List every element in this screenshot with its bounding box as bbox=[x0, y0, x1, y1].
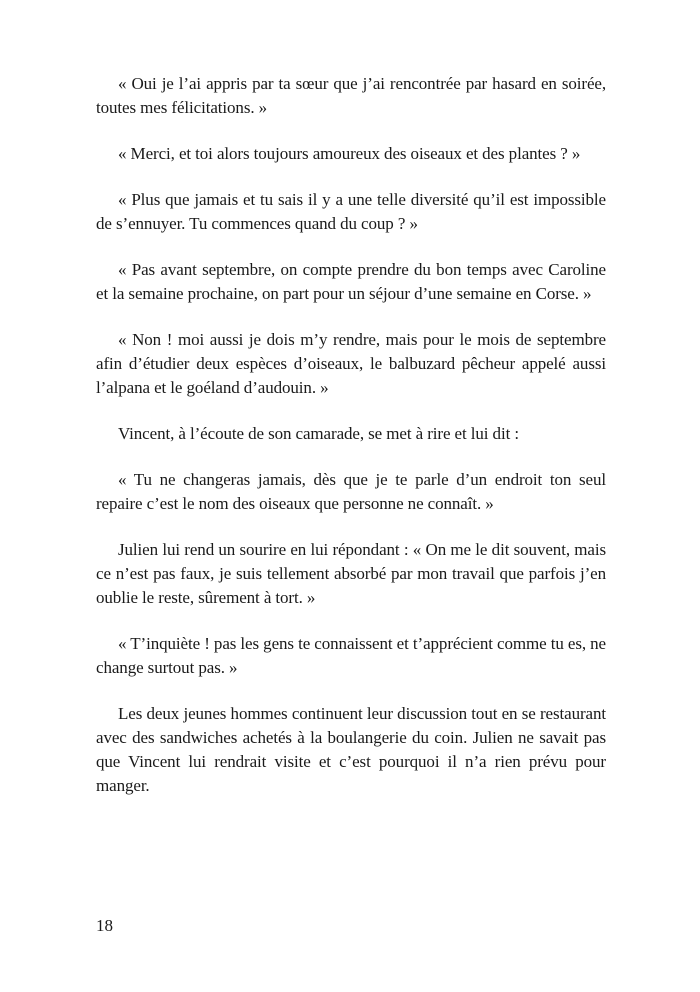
paragraph-5: « Non ! moi aussi je dois m’y rendre, mais pour le mois de septembre afin d’étudier deux espèces d’oiseaux, le balbuzard pêcheur appelé aussi l’alpana et le goéland d’audouin. » bbox=[96, 330, 606, 397]
paragraph-4: « Pas avant septembre, on compte prendre du bon temps avec Caroline et la semaine prochaine, on part pour un séjour d’une semaine en Corse. » bbox=[96, 260, 606, 303]
paragraph-9: « T’inquiète ! pas les gens te connaissent et t’apprécient comme tu es, ne change surtout pas. » bbox=[96, 634, 606, 677]
paragraph-3: « Plus que jamais et tu sais il y a une telle diversité qu’il est impossible de s’ennuyer. Tu commences quand du coup ? » bbox=[96, 190, 606, 233]
paragraph-2: « Merci, et toi alors toujours amoureux des oiseaux et des plantes ? » bbox=[118, 144, 581, 163]
paragraph-1: « Oui je l’ai appris par ta sœur que j’ai rencontrée par hasard en soirée, toutes mes félicitations. » bbox=[96, 74, 606, 117]
paragraph-8: Julien lui rend un sourire en lui répondant : « On me le dit souvent, mais ce n’est pas faux, je suis tellement absorbé par mon travail que parfois j’en oublie le reste, sûrement à tort. » bbox=[96, 540, 606, 607]
page-body bbox=[96, 72, 606, 820]
paragraph-7: « Tu ne changeras jamais, dès que je te parle d’un endroit ton seul repaire c’est le nom des oiseaux que personne ne connaît. » bbox=[96, 470, 606, 513]
page-number: 18 bbox=[96, 916, 113, 935]
paragraph-6: Vincent, à l’écoute de son camarade, se met à rire et lui dit : bbox=[118, 424, 519, 443]
paragraph-10: Les deux jeunes hommes continuent leur discussion tout en se restaurant avec des sandwiches achetés à la boulangerie du coin. Julien ne savait pas que Vincent lui rendrait visite et c’est pourquoi il n’a rien prévu pour manger. bbox=[96, 704, 606, 795]
